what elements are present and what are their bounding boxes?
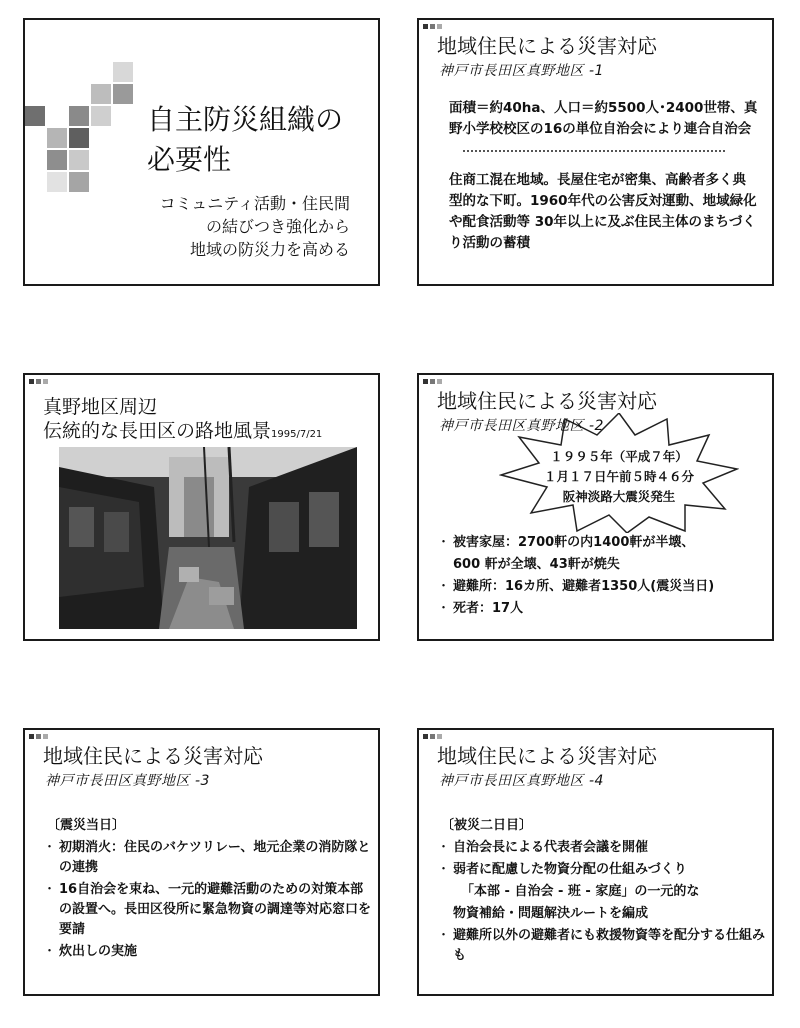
day-two-list (437, 816, 767, 968)
list-item: ・ 避難所：16カ所、避難者1350人(震災当日) (437, 577, 767, 597)
corner-dots-decoration (423, 734, 483, 744)
list-heading: 〔震災当日〕 (47, 818, 126, 833)
slide-title: 地域住民による災害対応 (437, 34, 657, 58)
list-item: 「本部 - 自治会 - 班 - 家庭」の一元的な (461, 884, 700, 899)
list-item: 600 軒が全壊、43軒が焼失 (453, 557, 620, 572)
slide-subtitle: 神戸市長田区真野地区 -3 (45, 773, 210, 789)
history-paragraph: 住商工混在地域。長屋住宅が密集、高齢者多く典型的な下町。1960年代の公害反対運動、地域緑化や配食活動等 30年以上に及ぶ住民主体のまちづくり活動の蓄積 (449, 172, 757, 251)
title-line-2 (43, 419, 322, 447)
list-item: ・ 弱者に配慮した物資分配の仕組みづくり (437, 860, 767, 880)
corner-dots-decoration (423, 379, 483, 389)
dotted-divider (463, 150, 725, 152)
list-item: 物資補給・問題解決ルートを編成 (453, 906, 649, 921)
day-one-list (43, 816, 373, 964)
slide-title: 地域住民による災害対応 (437, 744, 657, 768)
slide-tagline (160, 192, 350, 261)
list-item: ・ 炊出しの実施 (43, 942, 373, 962)
slide-title (147, 100, 343, 180)
burst-line-1: １９９５年（平成７年） (550, 449, 688, 464)
list-item: ・ 死者：17人 (437, 599, 767, 619)
slide-6 (417, 728, 774, 996)
title-line-2-text: 伝統的な長田区の路地風景 (43, 420, 272, 442)
corner-dots-decoration (29, 379, 89, 389)
slide-title: 地域住民による災害対応 (43, 744, 263, 768)
tagline-line-3: 地域の防災力を高める (189, 240, 350, 259)
slide-2 (417, 18, 774, 286)
damage-list (437, 533, 767, 621)
list-item: ・ 16自治会を束ね、一元的避難活動のための対策本部の設置へ。長田区役所に緊急物資の調達等対応窓口を要請 (43, 880, 373, 940)
slide-subtitle: 神戸市長田区真野地区 -2 (439, 418, 604, 434)
slide-4 (417, 373, 774, 641)
slide-subtitle: 神戸市長田区真野地区 -1 (439, 63, 604, 79)
photo-date: 1995/7/21 (271, 429, 323, 440)
slide-title (43, 395, 322, 447)
mosaic-decoration (25, 20, 155, 200)
slide-1 (23, 18, 380, 286)
list-item: ・ 自治会長による代表者会議を開催 (437, 838, 767, 858)
list-heading: 〔被災二日目〕 (441, 818, 533, 833)
slide-3 (23, 373, 380, 641)
corner-dots-decoration (423, 24, 483, 34)
slide-subtitle: 神戸市長田区真野地区 -4 (439, 773, 604, 789)
tagline-line-1: コミュニティ活動・住民間 (159, 194, 350, 213)
burst-line-3: 阪神淡路大震災発生 (562, 489, 676, 504)
slide-title: 地域住民による災害対応 (437, 389, 657, 413)
slide-5 (23, 728, 380, 996)
list-item: ・ 初期消火：住民のバケツリレー、地元企業の消防隊との連携 (43, 838, 373, 878)
title-line-1: 真野地区周辺 (43, 396, 158, 418)
list-item: ・ 避難所以外の避難者にも救援物資等を配分する仕組みも (437, 926, 767, 966)
list-item: ・ 被害家屋：2700軒の内1400軒が半壊、 (437, 533, 767, 553)
title-line-2: 必要性 (147, 143, 232, 176)
alley-photo (59, 447, 357, 629)
tagline-line-2: の結びつき強化から (205, 217, 350, 236)
title-line-1: 自主防災組織の (147, 103, 344, 136)
burst-line-2: １月１７日午前５時４６分 (543, 469, 694, 484)
area-paragraph: 面積＝約40ha、人口＝約5500人･2400世帯、真野小学校校区の16の単位自治会により連合自治会 (449, 100, 758, 137)
corner-dots-decoration (29, 734, 89, 744)
